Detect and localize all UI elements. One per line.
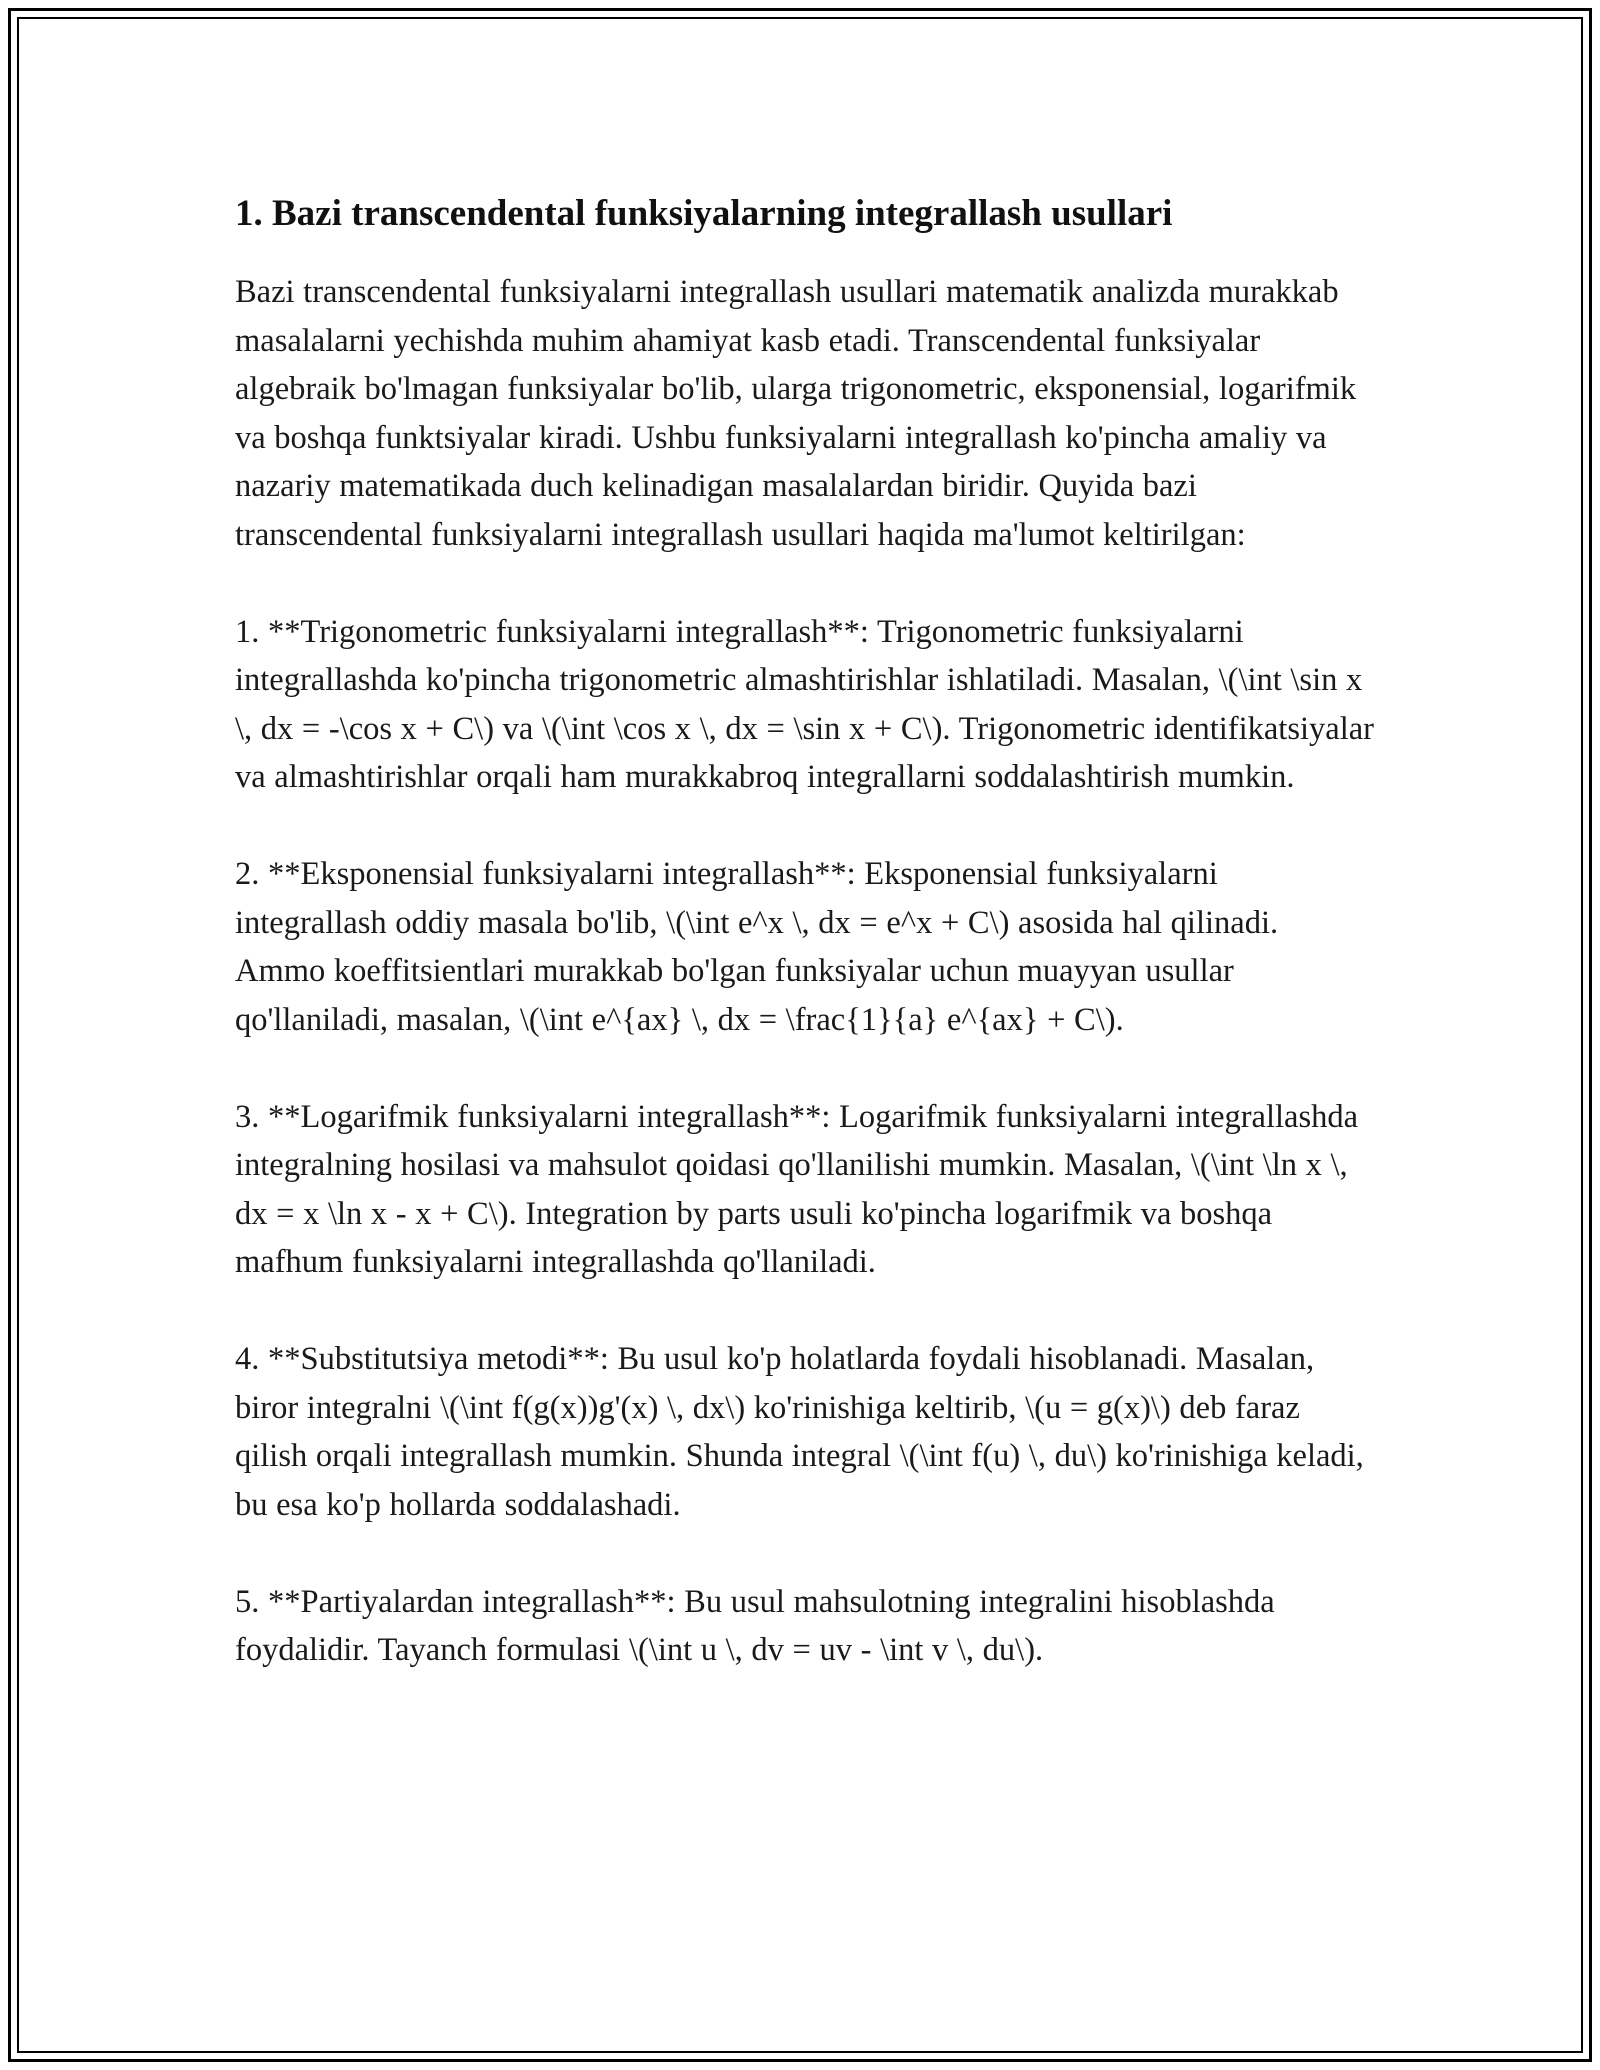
paragraph-trigonometric: 1. **Trigonometric funksiyalarni integrallash**: Trigonometric funksiyalarni integrallashda ko'pincha trigonometric almashtirishlar ishlatiladi. Masalan, \(\int \sin x \, dx = -\cos x + C\) va \(\int \cos x \, dx = \sin x + C\). Trigonometric identifikatsiyalar va almashtirishlar orqali ham murakkabroq integrallarni soddalashtirish mumkin. [235,613,1383,795]
paragraph-exponential: 2. **Eksponensial funksiyalarni integrallash**: Eksponensial funksiyalarni integrallash oddiy masala bo'lib, \(\int e^x \, dx = e^x + C\) asosida hal qilinadi. Ammo koeffitsientlari murakkab bo'lgan funksiyalar uchun muayyan usullar qo'llaniladi, masalan, \(\int e^{ax} \, dx = \frac{1}{a} e^{ax} + C\). [235,856,1285,1038]
document-body [235,186,1383,1675]
paragraph-by-parts: 5. **Partiyalardan integrallash**: Bu usul mahsulotning integralini hisoblashda foydalidir. Tayanch formulasi \(\int u \, dv = uv - \int v \, du\). [235,1583,1284,1668]
paragraph-logarithmic: 3. **Logarifmik funksiyalarni integrallash**: Logarifmik funksiyalarni integrallashda integralning hosilasi va mahsulot qoidasi qo'llanilishi mumkin. Masalan, \(\int \ln x \, dx = x \ln x - x + C\). Integration by parts usuli ko'pincha logarifmik va boshqa mafhum funksiyalarni integrallashda qo'llaniladi. [235,1098,1367,1280]
document-title: 1. Bazi transcendental funksiyalarning integrallash usullari [235,193,1173,234]
paragraph-substitution: 4. **Substitutsiya metodi**: Bu usul ko'p holatlarda foydali hisoblanadi. Masalan, biror integralni \(\int f(g(x))g'(x) \, dx\) ko'rinishiga keltirib, \(u = g(x)\) deb faraz qilish orqali integrallash mumkin. Shunda integral \(\int f(u) \, du\) ko'rinishiga keladi, bu esa ko'p hollarda soddalashadi. [235,1341,1373,1523]
intro-paragraph: Bazi transcendental funksiyalarni integrallash usullari matematik analizda murakkab masalalarni yechishda muhim ahamiyat kasb etadi. Transcendental funksiyalar algebraik bo'lmagan funksiyalar bo'lib, ularga trigonometric, eksponensial, logarifmik va boshqa funktsiyalar kiradi. Ushbu funksiyalarni integrallash ko'pincha amaliy va nazariy matematikada duch kelinadigan masalalardan biridir. Quyida bazi transcendental funksiyalarni integrallash usullari haqida ma'lumot keltirilgan: [235,274,1365,553]
